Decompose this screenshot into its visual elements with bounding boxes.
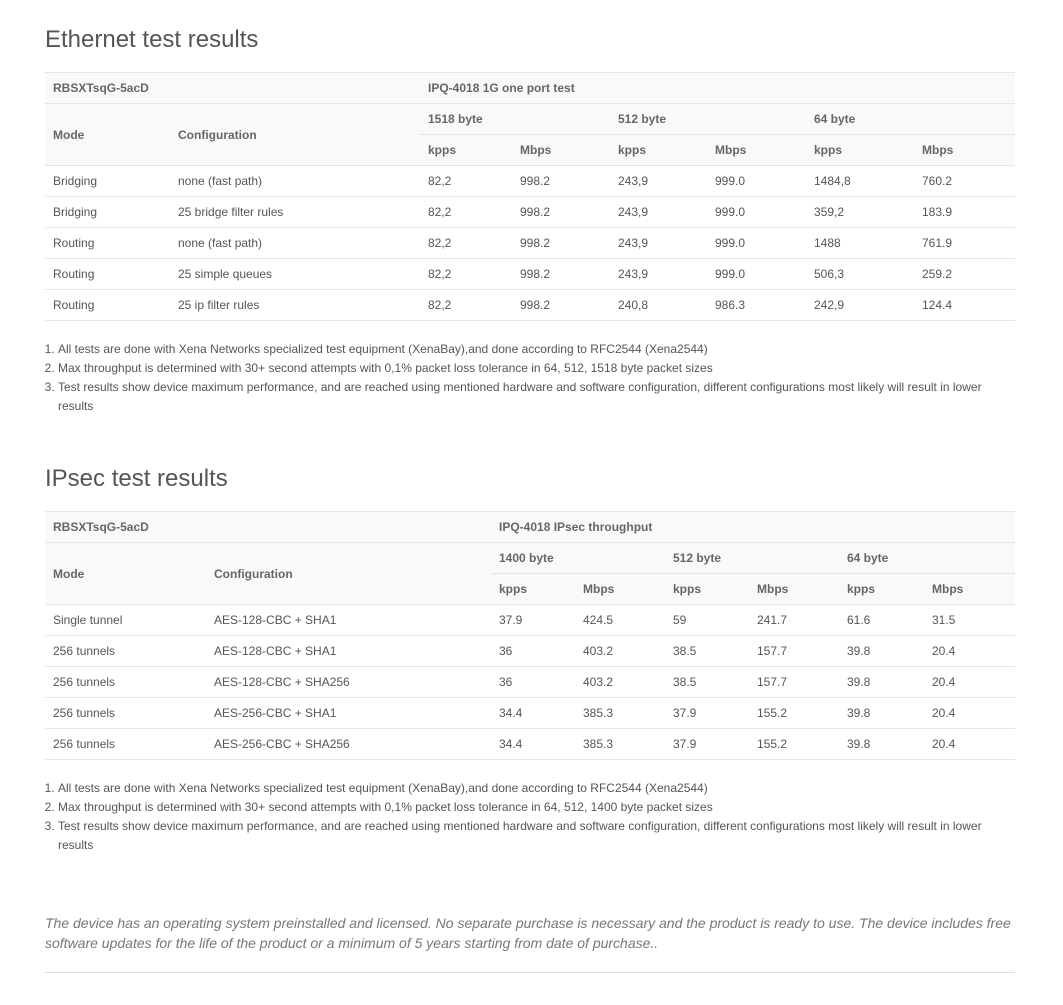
divider [45, 972, 1015, 973]
mode-cell: 256 tunnels [45, 667, 206, 698]
value-cell: 37.9 [665, 729, 749, 760]
value-cell: 38.5 [665, 667, 749, 698]
value-cell: 37.9 [491, 605, 575, 636]
value-cell: 385.3 [575, 729, 665, 760]
ethernet-section-title: Ethernet test results [45, 26, 259, 53]
mode-cell: Routing [45, 228, 170, 259]
packet-size-header: 1400 byte [491, 543, 665, 574]
value-cell: 998.2 [512, 228, 610, 259]
configuration-cell: 25 ip filter rules [170, 290, 420, 321]
value-cell: 20.4 [924, 636, 1015, 667]
unit-header: Mbps [749, 574, 839, 605]
value-cell: 986.3 [707, 290, 806, 321]
value-cell: 157.7 [749, 667, 839, 698]
mode-column-header: Mode [45, 104, 170, 166]
mode-cell: 256 tunnels [45, 636, 206, 667]
unit-header: kpps [665, 574, 749, 605]
value-cell: 82,2 [420, 228, 512, 259]
value-cell: 39.8 [839, 729, 924, 760]
value-cell: 385.3 [575, 698, 665, 729]
value-cell: 506,3 [806, 259, 914, 290]
value-cell: 155.2 [749, 729, 839, 760]
value-cell: 999.0 [707, 259, 806, 290]
value-cell: 243,9 [610, 197, 707, 228]
value-cell: 241.7 [749, 605, 839, 636]
value-cell: 36 [491, 636, 575, 667]
value-cell: 1484,8 [806, 166, 914, 197]
value-cell: 424.5 [575, 605, 665, 636]
unit-header: Mbps [924, 574, 1015, 605]
license-disclaimer: The device has an operating system preinstalled and licensed. No separate purchase is necessary and the product is ready to use. The device includes free software updates for the life of the product or a minimum of 5 years starting from date of purchase.. [45, 915, 1011, 951]
value-cell: 243,9 [610, 166, 707, 197]
value-cell: 183.9 [914, 197, 1015, 228]
mode-cell: Routing [45, 259, 170, 290]
configuration-cell: AES-128-CBC + SHA1 [206, 605, 491, 636]
configuration-cell: 25 bridge filter rules [170, 197, 420, 228]
configuration-column-header: Configuration [170, 104, 420, 166]
table-row [45, 197, 1015, 228]
value-cell: 998.2 [512, 166, 610, 197]
ethernet-test-notes [45, 340, 1008, 416]
value-cell: 82,2 [420, 290, 512, 321]
unit-header: Mbps [707, 135, 806, 166]
configuration-cell: none (fast path) [170, 228, 420, 259]
unit-header: kpps [610, 135, 707, 166]
value-cell: 39.8 [839, 667, 924, 698]
value-cell: 39.8 [839, 636, 924, 667]
note-item: 3. Test results show device maximum performance, and are reached using mentioned hardware and software configuration, different configurations most likely will result in lower results [58, 378, 1008, 416]
table-row [45, 698, 1015, 729]
table-row [45, 636, 1015, 667]
value-cell: 59 [665, 605, 749, 636]
value-cell: 403.2 [575, 636, 665, 667]
test-name-header: IPQ-4018 IPsec throughput [491, 512, 1015, 543]
value-cell: 34.4 [491, 698, 575, 729]
configuration-cell: AES-256-CBC + SHA256 [206, 729, 491, 760]
value-cell: 39.8 [839, 698, 924, 729]
value-cell: 34.4 [491, 729, 575, 760]
packet-size-header: 64 byte [806, 104, 1015, 135]
value-cell: 36 [491, 667, 575, 698]
value-cell: 999.0 [707, 197, 806, 228]
unit-header: kpps [806, 135, 914, 166]
configuration-column-header: Configuration [206, 543, 491, 605]
value-cell: 999.0 [707, 166, 806, 197]
test-name-header: IPQ-4018 1G one port test [420, 73, 1015, 104]
configuration-cell: AES-128-CBC + SHA1 [206, 636, 491, 667]
ipsec-results-table [45, 511, 1015, 760]
ethernet-results-table [45, 72, 1015, 321]
value-cell: 124.4 [914, 290, 1015, 321]
packet-size-header: 64 byte [839, 543, 1015, 574]
table-row [45, 259, 1015, 290]
value-cell: 259.2 [914, 259, 1015, 290]
value-cell: 359,2 [806, 197, 914, 228]
value-cell: 1488 [806, 228, 914, 259]
note-item: 2. Max throughput is determined with 30+ second attempts with 0,1% packet loss tolerance in 64, 512, 1518 byte packet sizes [58, 359, 1008, 378]
table-row [45, 729, 1015, 760]
note-item: 1. All tests are done with Xena Networks specialized test equipment (XenaBay),and done according to RFC2544 (Xena2544) [58, 340, 1008, 359]
value-cell: 999.0 [707, 228, 806, 259]
unit-header: kpps [420, 135, 512, 166]
configuration-cell: AES-256-CBC + SHA1 [206, 698, 491, 729]
note-item: 3. Test results show device maximum performance, and are reached using mentioned hardware and software configuration, different configurations most likely will result in lower results [58, 817, 1008, 855]
value-cell: 403.2 [575, 667, 665, 698]
value-cell: 998.2 [512, 290, 610, 321]
value-cell: 242,9 [806, 290, 914, 321]
mode-cell: Bridging [45, 166, 170, 197]
mode-cell: Routing [45, 290, 170, 321]
device-name-header: RBSXTsqG-5acD [45, 512, 491, 543]
value-cell: 157.7 [749, 636, 839, 667]
configuration-cell: 25 simple queues [170, 259, 420, 290]
value-cell: 243,9 [610, 259, 707, 290]
packet-size-header: 512 byte [610, 104, 806, 135]
value-cell: 37.9 [665, 698, 749, 729]
value-cell: 20.4 [924, 667, 1015, 698]
device-name-header: RBSXTsqG-5acD [45, 73, 420, 104]
mode-cell: Bridging [45, 197, 170, 228]
unit-header: Mbps [575, 574, 665, 605]
value-cell: 61.6 [839, 605, 924, 636]
configuration-cell: none (fast path) [170, 166, 420, 197]
value-cell: 20.4 [924, 729, 1015, 760]
mode-cell: 256 tunnels [45, 698, 206, 729]
ipsec-test-notes [45, 779, 1008, 855]
value-cell: 31.5 [924, 605, 1015, 636]
unit-header: Mbps [512, 135, 610, 166]
configuration-cell: AES-128-CBC + SHA256 [206, 667, 491, 698]
value-cell: 760.2 [914, 166, 1015, 197]
table-row [45, 290, 1015, 321]
mode-cell: 256 tunnels [45, 729, 206, 760]
value-cell: 82,2 [420, 259, 512, 290]
note-item: 1. All tests are done with Xena Networks specialized test equipment (XenaBay),and done according to RFC2544 (Xena2544) [58, 779, 1008, 798]
value-cell: 998.2 [512, 259, 610, 290]
value-cell: 998.2 [512, 197, 610, 228]
unit-header: kpps [839, 574, 924, 605]
mode-column-header: Mode [45, 543, 206, 605]
table-row [45, 228, 1015, 259]
unit-header: kpps [491, 574, 575, 605]
table-row [45, 166, 1015, 197]
value-cell: 240,8 [610, 290, 707, 321]
note-item: 2. Max throughput is determined with 30+ second attempts with 0,1% packet loss tolerance in 64, 512, 1400 byte packet sizes [58, 798, 1008, 817]
value-cell: 20.4 [924, 698, 1015, 729]
table-row [45, 667, 1015, 698]
value-cell: 82,2 [420, 197, 512, 228]
value-cell: 761.9 [914, 228, 1015, 259]
value-cell: 243,9 [610, 228, 707, 259]
value-cell: 38.5 [665, 636, 749, 667]
mode-cell: Single tunnel [45, 605, 206, 636]
packet-size-header: 1518 byte [420, 104, 610, 135]
value-cell: 155.2 [749, 698, 839, 729]
value-cell: 82,2 [420, 166, 512, 197]
unit-header: Mbps [914, 135, 1015, 166]
ipsec-section-title: IPsec test results [45, 465, 228, 492]
table-row [45, 605, 1015, 636]
packet-size-header: 512 byte [665, 543, 839, 574]
